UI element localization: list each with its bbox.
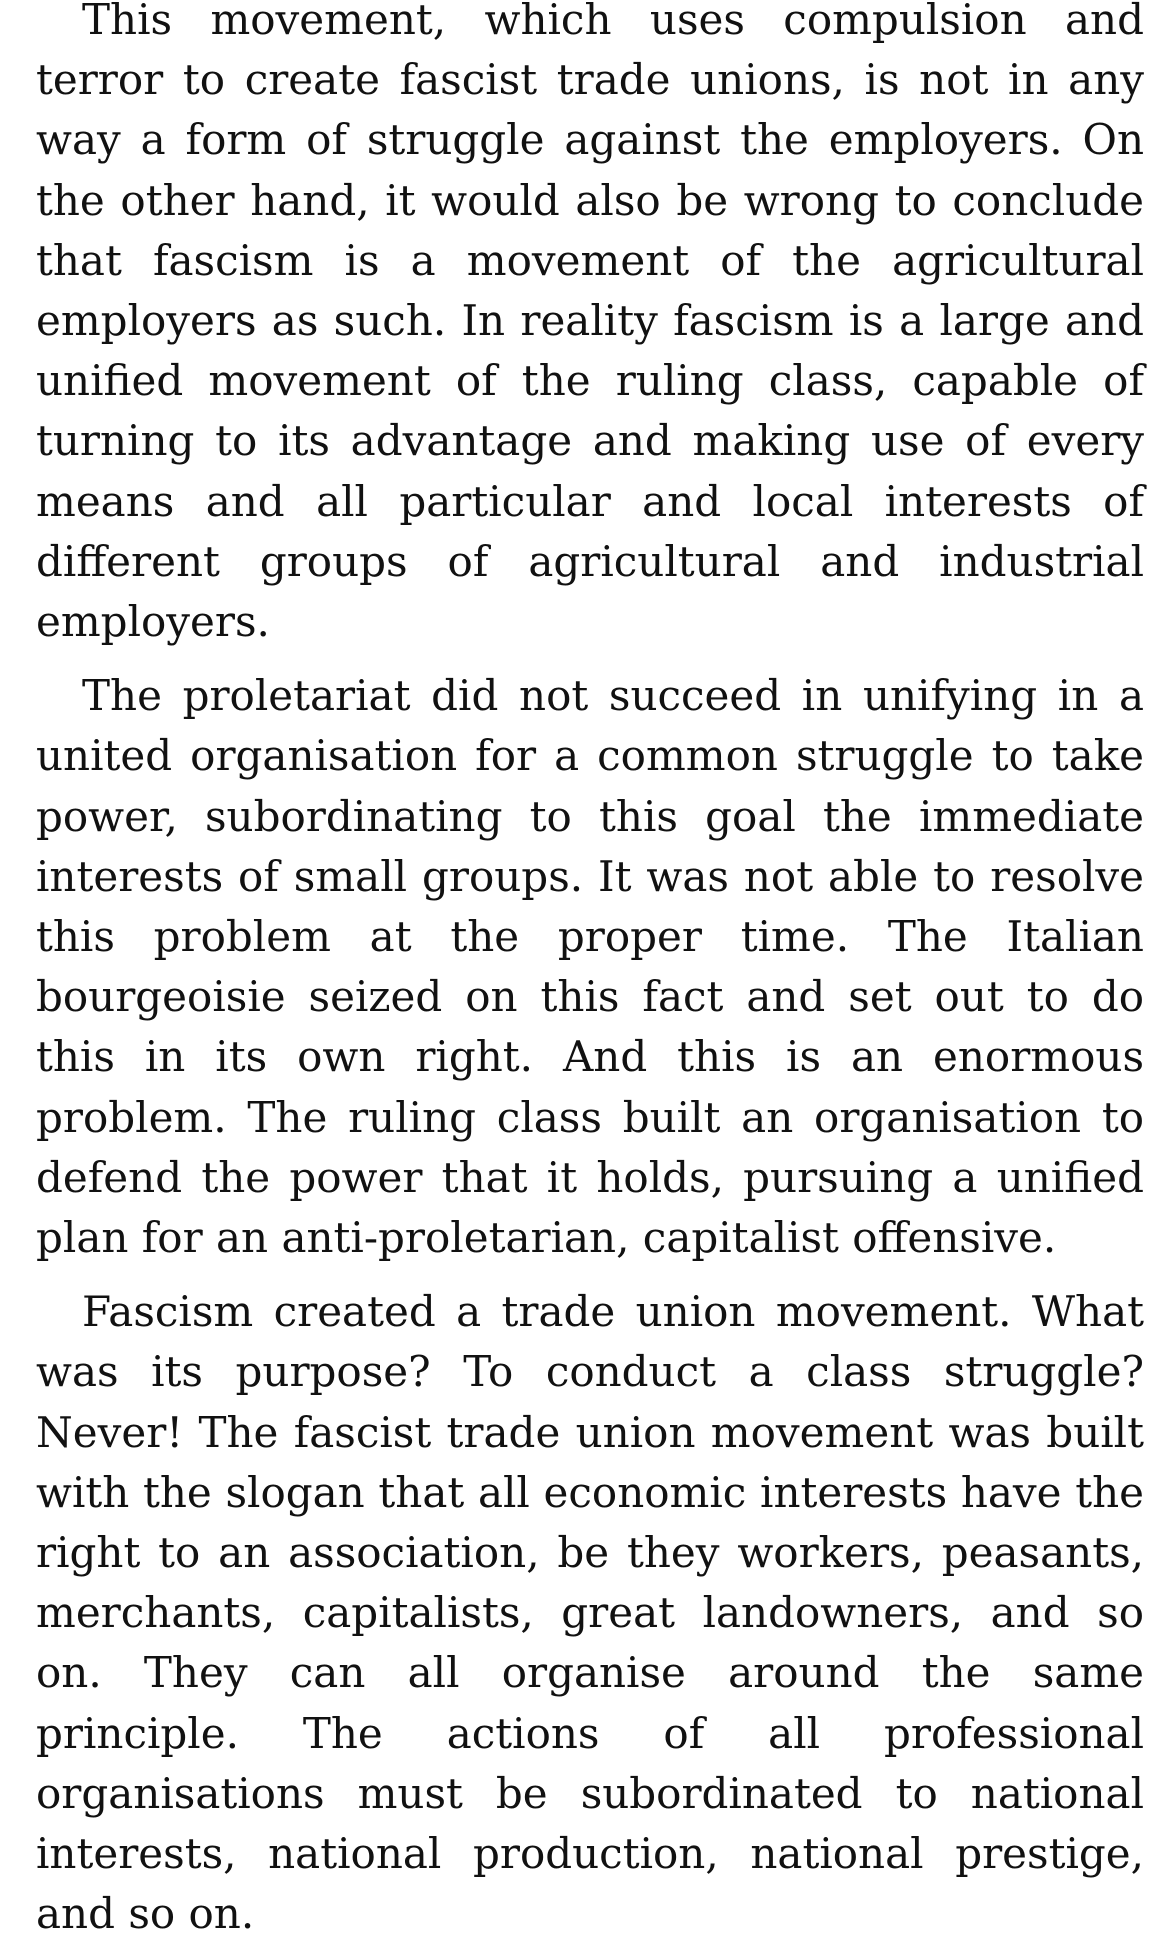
document-page: [36, 0, 1144, 1945]
paragraph-3: Fascism created a trade union movement. What was its purpose? To conduct a class struggle? Never! The fascist trade union movement was built with the slogan that all economic interests have the right to an association, be they workers, peasants, merchants, capitalists, great landowners, and so on. They can all organise around the same principle. The actions of all professional organisations must be subordinated to national interests, national production, national prestige, and so on.: [36, 1287, 1144, 1939]
paragraph-1: This movement, which uses compulsion and terror to create fascist trade unions, is not in any way a form of struggle against the employers. On the other hand, it would also be wrong to conclude that fascism is a movement of the agricultural employers as such. In reality fascism is a large and unified movement of the ruling class, capable of turning to its advantage and making use of every means and all particular and local interests of different groups of agricultural and industrial employers.: [36, 0, 1144, 647]
paragraph-2: The proletariat did not succeed in unifying in a united organisation for a common struggle to take power, subordinating to this goal the immediate interests of small groups. It was not able to resolve this problem at the proper time. The Italian bourgeoisie seized on this fact and set out to do this in its own right. And this is an enormous problem. The ruling class built an organisation to defend the power that it holds, pursuing a unified plan for an anti-proletarian, capitalist offensive.: [36, 671, 1144, 1263]
